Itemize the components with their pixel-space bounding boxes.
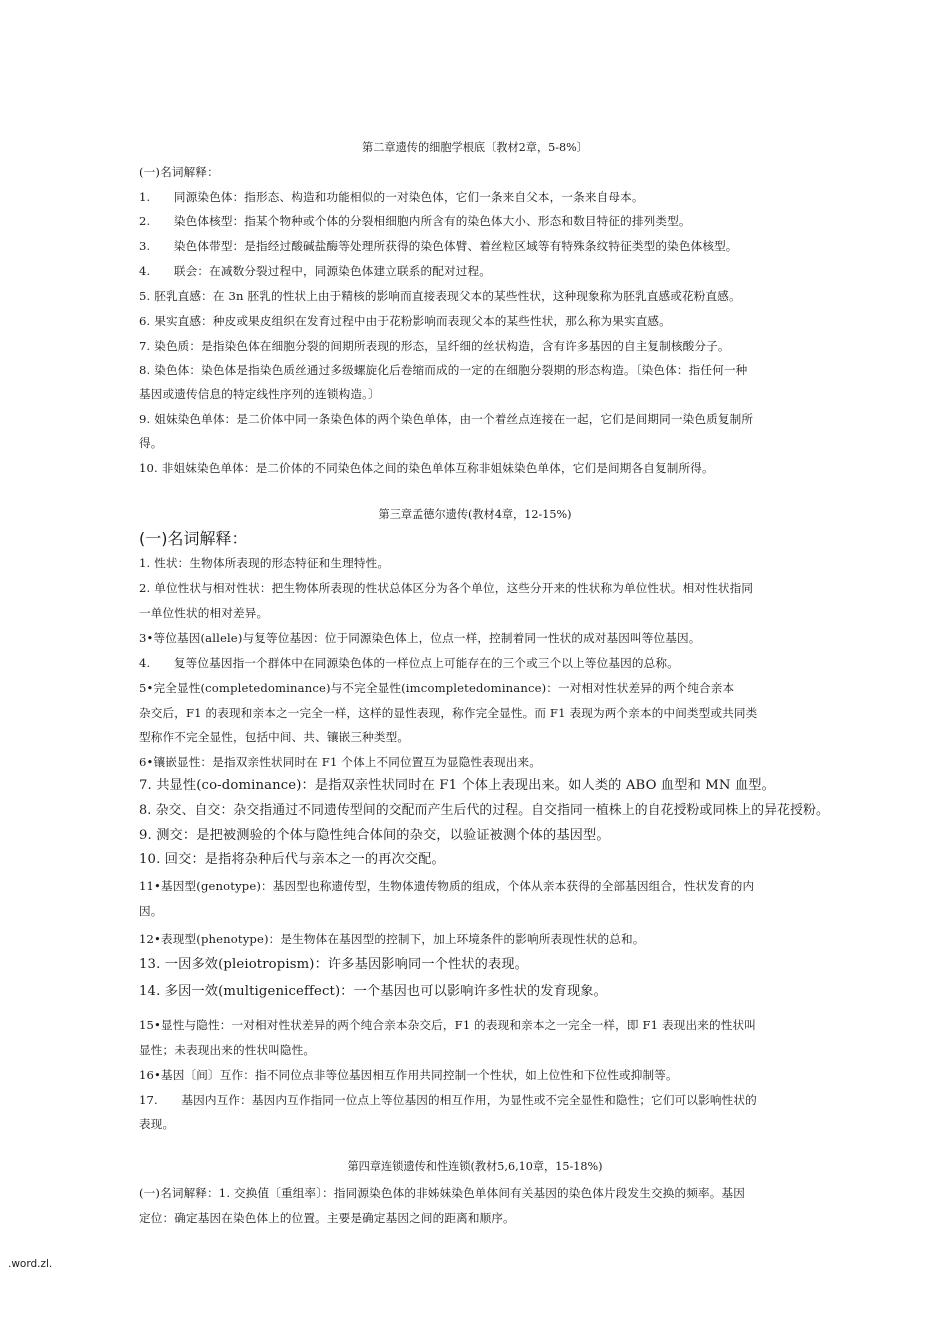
chapter3-line: 8. 杂交、自交：杂交指通过不同遗传型间的交配而产生后代的过程。自交指同一植株上的自花授粉或同株上的异花授粉。	[139, 803, 829, 818]
chapter3-line: 一单位性状的相对差异。	[139, 606, 269, 620]
chapter3-line: 4. 复等位基因指一个群体中在同源染色体的一样位点上可能存在的三个或三个以上等位基因的总称。	[139, 656, 679, 670]
chapter4-line: 定位：确定基因在染色体上的位置。主要是确定基因之间的距离和顺序。	[139, 1211, 515, 1225]
chapter2-line: 6. 果实直感：种皮或果皮组织在发育过程中由于花粉影响而表现父本的某些性状，那么称为果实直感。	[139, 314, 671, 328]
chapter3-line: 2. 单位性状与相对性状：把生物体所表现的性状总体区分为各个单位，这些分开来的性状称为单位性状。相对性状指同	[139, 581, 754, 595]
chapter3-subhead: (一)名词解释：	[139, 529, 248, 548]
chapter3-line: 显性；未表现出来的性状叫隐性。	[139, 1043, 316, 1057]
chapter2-line: 7. 染色质：是指染色体在细胞分裂的间期所表现的形态，呈纤细的丝状构造，含有许多基因的自主复制核酸分子。	[139, 339, 730, 353]
chapter3-line: 7. 共显性(co-dominance)：是指双亲性状同时在 F1 个体上表现出来。如人类的 ABO 血型和 MN 血型。	[139, 778, 775, 793]
chapter2-line: 1. 同源染色体：指形态、构造和功能相似的一对染色体，它们一条来自父本，一条来自母本。	[139, 190, 644, 204]
chapter3-title: 第三章孟德尔遗传(教材4章，12-15%)	[378, 508, 572, 521]
chapter3-line: 3•等位基因(allele)与复等位基因：位于同源染色体上，位点一样，控制着同一性状的成对基因叫等位基因。	[139, 631, 701, 645]
chapter2-line: 3. 染色体带型：是指经过酸碱盐酶等处理所获得的染色体臂、着丝粒区域等有特殊条纹特征类型的染色体核型。	[139, 239, 738, 253]
chapter2-line: 基因或遗传信息的特定线性序列的连锁构造。〕	[139, 387, 380, 401]
chapter3-line: 13. 一因多效(pleiotropism)：许多基因影响同一个性状的表现。	[139, 957, 528, 972]
chapter2-line: 2. 染色体核型：指某个物种或个体的分裂相细胞内所含有的染色体大小、形态和数目特征的排列类型。	[139, 214, 691, 228]
chapter3-line: 11•基因型(genotype)：基因型也称遗传型，生物体遗传物质的组成，个体从亲本获得的全部基因组合，性状发育的内	[139, 879, 755, 893]
chapter3-line: 5•完全显性(completedominance)与不完全显性(imcompletedominance)：一对相对性状差异的两个纯合亲本	[139, 681, 735, 695]
chapter2-subhead: (一)名词解释：	[139, 165, 219, 179]
chapter4-title: 第四章连锁遗传和性连锁(教材5,6,10章，15-18%)	[347, 1160, 603, 1173]
chapter3-line: 6•镶嵌显性：是指双亲性状同时在 F1 个体上不同位置互为显隐性表现出来。	[139, 755, 541, 769]
chapter2-line: 5. 胚乳直感：在 3n 胚乳的性状上由于精核的影响而直接表现父本的某些性状，这种现象称为胚乳直感或花粉直感。	[139, 289, 741, 303]
chapter2-line: 得。	[139, 436, 163, 450]
chapter3-line: 杂交后，F1 的表现和亲本之一完全一样，这样的显性表现，称作完全显性。而 F1 表现为两个亲本的中间类型或共同类	[139, 706, 758, 720]
chapter3-line: 17. 基因内互作：基因内互作指同一位点上等位基因的相互作用，为显性或不完全显性和隐性；它们可以影响性状的	[139, 1093, 757, 1107]
chapter3-line: 因。	[139, 904, 163, 918]
chapter2-title: 第二章遗传的细胞学根底〔教材2章，5-8%〕	[362, 141, 588, 154]
chapter3-line: 1. 性状：生物体所表现的形态特征和生理特性。	[139, 556, 390, 570]
chapter4-line: (一)名词解释：1. 交换值〔重组率〕：指同源染色体的非姊妹染色单体间有关基因的染色体片段发生交换的频率。基因	[139, 1186, 745, 1200]
chapter3-line: 表现。	[139, 1117, 175, 1131]
chapter3-line: 14. 多因一效(multigeniceffect)：一个基因也可以影响许多性状的发育现象。	[139, 984, 607, 999]
chapter2-line: 9. 姐妹染色单体：是二价体中同一条染色体的两个染色单体，由一个着丝点连接在一起，它们是间期同一染色质复制所	[139, 412, 754, 426]
chapter3-line: 16•基因〔间〕互作：指不同位点非等位基因相互作用共同控制一个性状，如上位性和下位性或抑制等。	[139, 1068, 678, 1082]
chapter3-line: 9. 测交：是把被测验的个体与隐性纯合体间的杂交，以验证被测个体的基因型。	[139, 828, 610, 843]
chapter3-line: 10. 回交：是指将杂种后代与亲本之一的再次交配。	[139, 852, 445, 867]
chapter3-line: 型称作不完全显性，包括中间、共、镶嵌三种类型。	[139, 730, 410, 744]
chapter3-line: 15•显性与隐性：一对相对性状差异的两个纯合亲本杂交后，F1 的表现和亲本之一完全一样，即 F1 表现出来的性状叫	[139, 1018, 756, 1032]
chapter2-line: 10. 非姐妹染色单体：是二价体的不同染色体之间的染色单体互称非姐妹染色单体，它们是间期各自复制所得。	[139, 461, 714, 475]
chapter2-line: 4. 联会：在减数分裂过程中，同源染色体建立联系的配对过程。	[139, 264, 491, 278]
footer-watermark: .word.zl.	[8, 1258, 53, 1270]
chapter3-line: 12•表现型(phenotype)：是生物体在基因型的控制下，加上环境条件的影响所表现性状的总和。	[139, 932, 645, 946]
chapter2-line: 8. 染色体：染色体是指染色质丝通过多级螺旋化后卷缩而成的一定的在细胞分裂期的形态构造。〔染色体：指任何一种	[139, 363, 748, 377]
